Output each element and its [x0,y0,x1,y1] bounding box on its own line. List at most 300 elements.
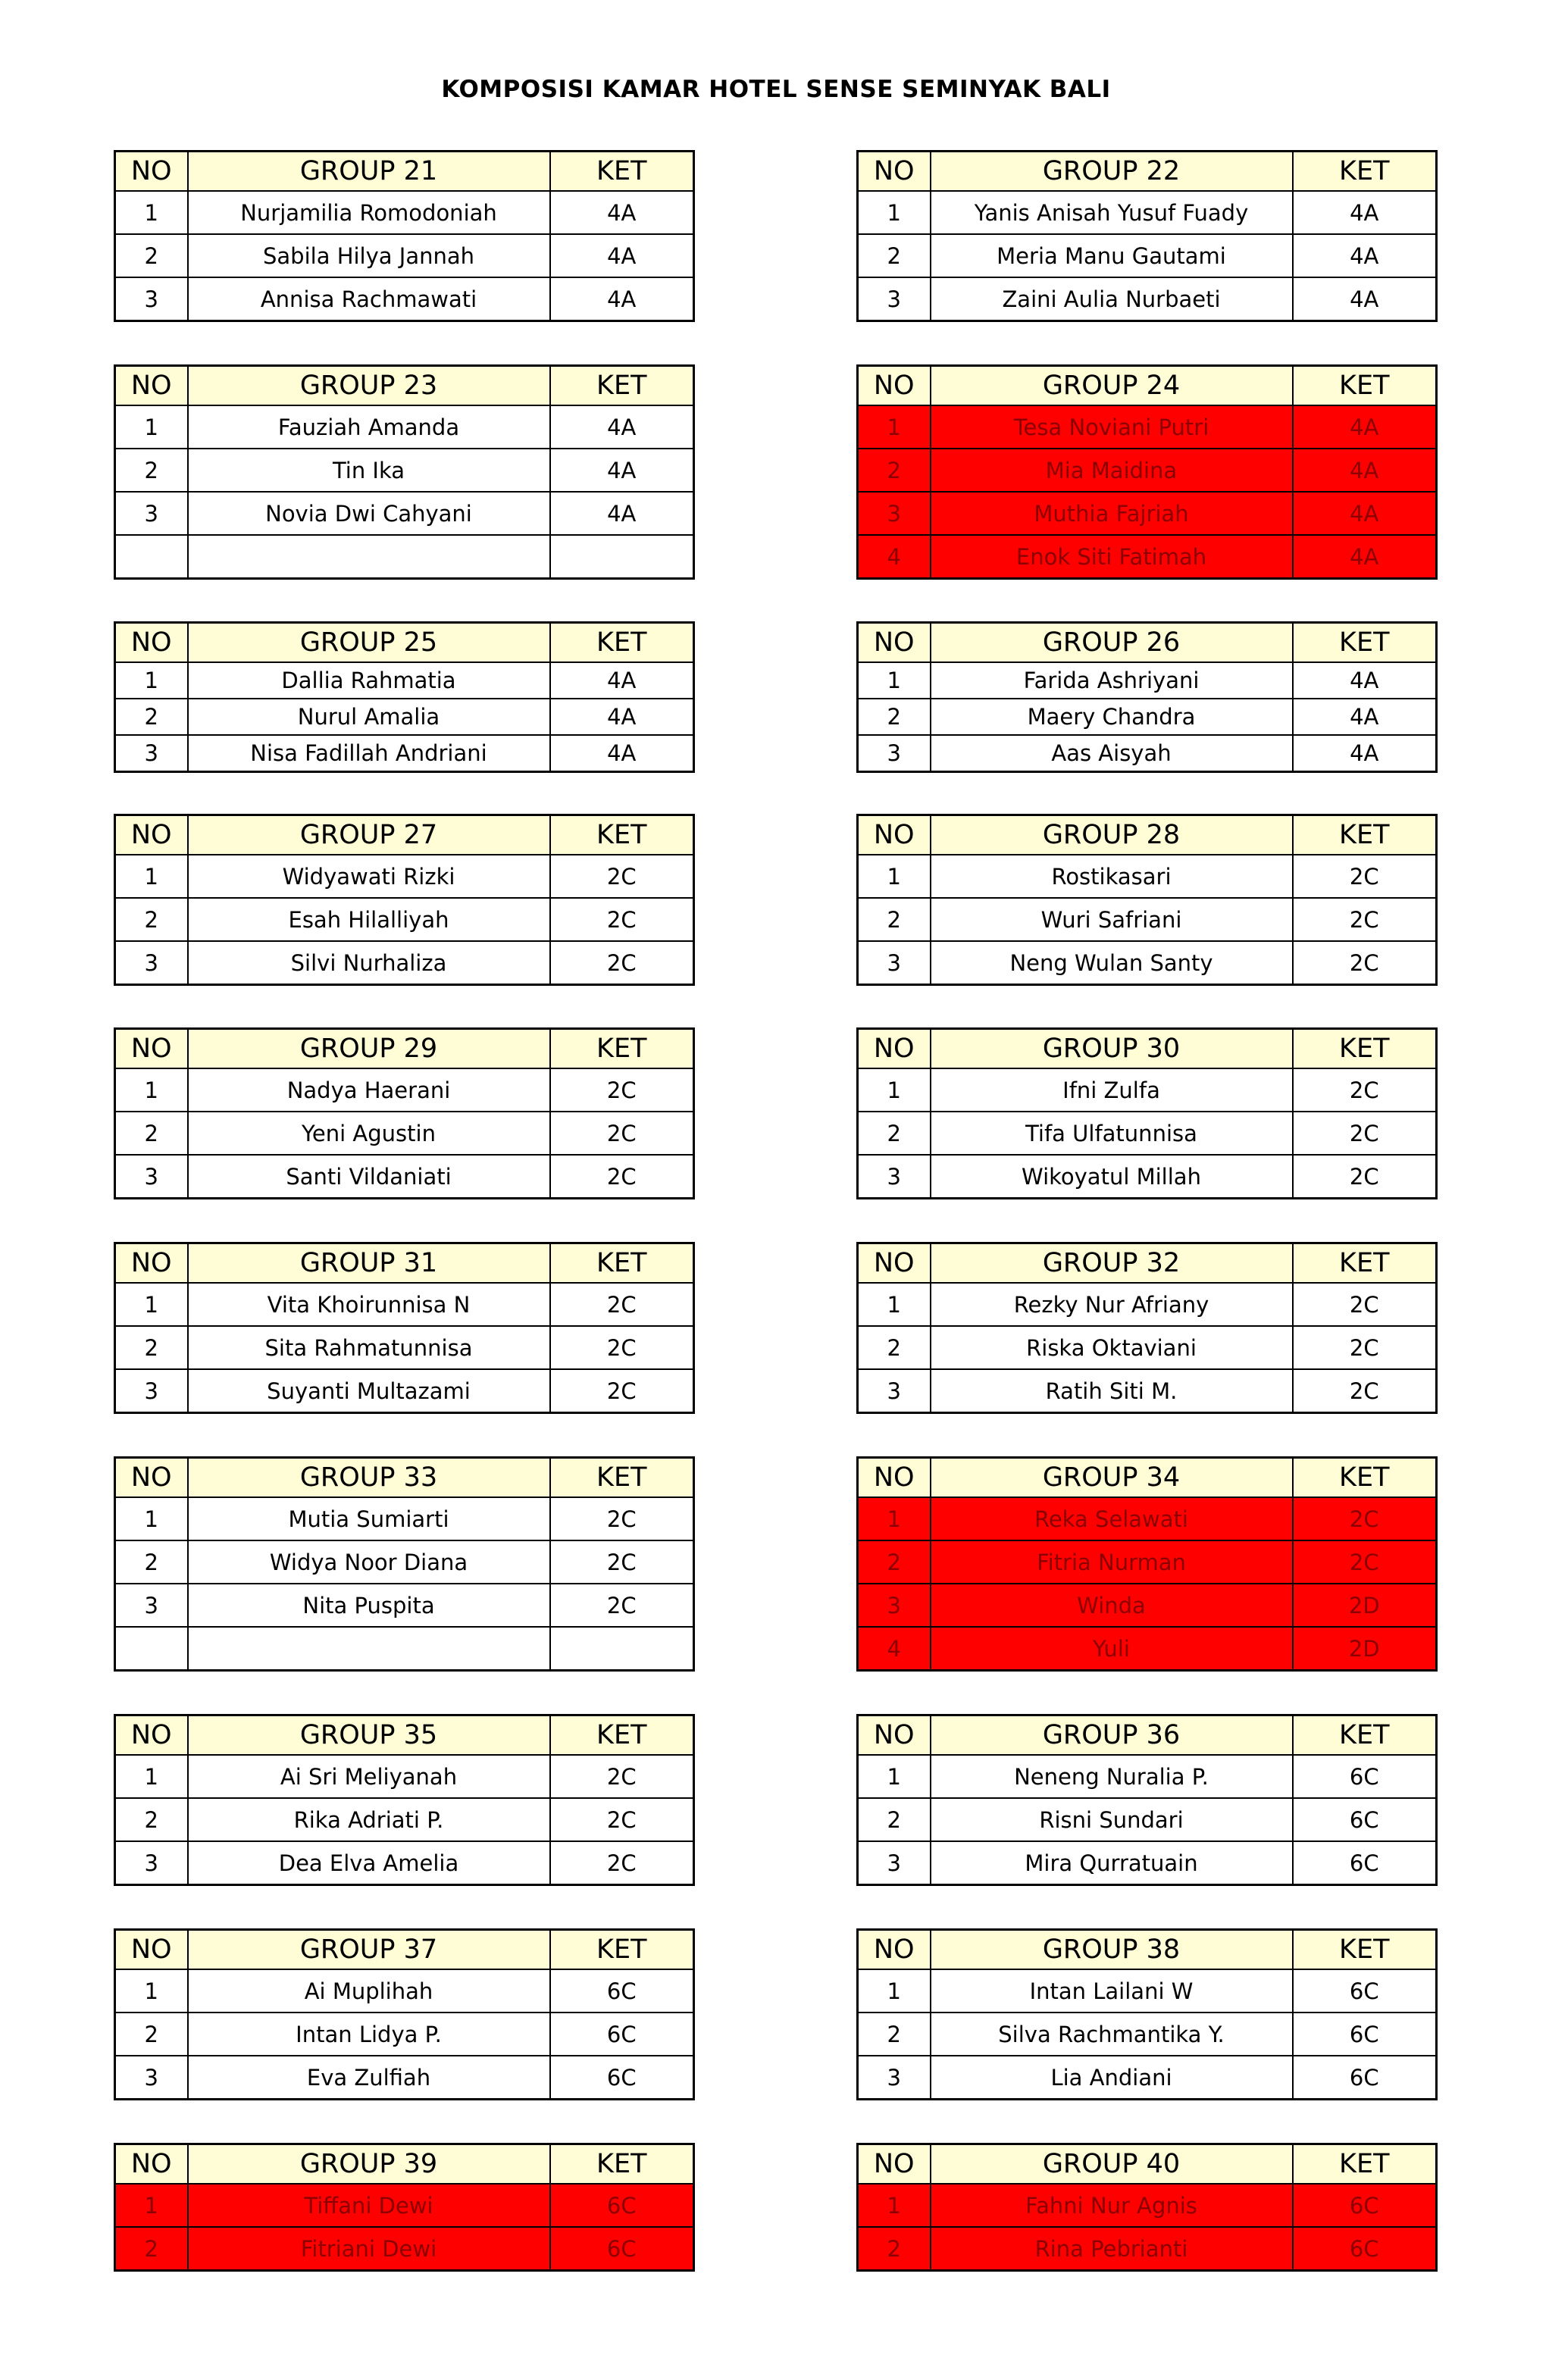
cell-name: Sabila Hilya Jannah [188,234,550,277]
table-row [115,2013,694,2056]
table-row [858,191,1437,234]
table-row [115,735,694,772]
header-ket: KET [550,815,694,855]
cell-ket: 4A [550,405,694,449]
cell-name: Neng Wulan Santy [931,941,1293,985]
table-header-row [858,366,1437,406]
cell-ket: 4A [1293,449,1437,492]
header-group-name: GROUP 31 [188,1243,550,1284]
header-no: NO [858,152,931,192]
cell-ket: 2C [550,1841,694,1885]
cell-name: Intan Lidya P. [188,2013,550,2056]
cell-name: Tifa Ulfatunnisa [931,1112,1293,1155]
cell-ket: 6C [550,2056,694,2100]
cell-name: Wikoyatul Millah [931,1155,1293,1199]
header-group-name: GROUP 32 [931,1243,1293,1284]
table-header-row [115,1243,694,1284]
group-table [114,1456,695,1672]
cell-ket: 4A [550,449,694,492]
cell-no: 2 [115,1540,188,1584]
cell-no [115,1627,188,1671]
cell-ket: 4A [1293,735,1437,772]
header-no: NO [858,2144,931,2185]
header-no: NO [115,1715,188,1756]
cell-name: Ai Sri Meliyanah [188,1755,550,1798]
cell-name: Rezky Nur Afriany [931,1283,1293,1326]
cell-no: 3 [858,1369,931,1413]
cell-no: 3 [858,277,931,321]
cell-name: Wuri Safriani [931,898,1293,941]
header-group-name: GROUP 25 [188,623,550,663]
cell-ket: 4A [1293,191,1437,234]
group-table [114,1242,695,1414]
header-group-name: GROUP 33 [188,1458,550,1498]
header-group-name: GROUP 23 [188,366,550,406]
cell-no: 2 [115,449,188,492]
cell-no: 1 [858,1969,931,2013]
cell-no: 1 [858,2184,931,2227]
cell-ket: 6C [550,1969,694,2013]
cell-no: 3 [858,1841,931,1885]
group-table [856,621,1438,773]
header-group-name: GROUP 40 [931,2144,1293,2185]
cell-ket: 2C [550,1755,694,1798]
table-header-row [858,2144,1437,2185]
cell-name: Yanis Anisah Yusuf Fuady [931,191,1293,234]
cell-no: 2 [858,234,931,277]
cell-no: 1 [858,1068,931,1112]
cell-ket: 6C [1293,2184,1437,2227]
group-table [114,364,695,580]
table-row [858,1969,1437,2013]
header-ket: KET [1293,2144,1437,2185]
cell-no: 1 [115,1497,188,1540]
cell-ket: 2C [1293,1369,1437,1413]
cell-name: Winda [931,1584,1293,1627]
cell-no: 3 [858,2056,931,2100]
cell-no: 1 [115,1755,188,1798]
cell-no: 3 [858,492,931,535]
header-ket: KET [550,1930,694,1970]
cell-no: 3 [858,1155,931,1199]
header-no: NO [858,1243,931,1284]
header-ket: KET [1293,815,1437,855]
cell-name: Yeni Agustin [188,1112,550,1155]
table-row [115,1540,694,1584]
cell-no: 2 [858,1798,931,1841]
header-no: NO [858,1029,931,1069]
header-group-name: GROUP 36 [931,1715,1293,1756]
cell-ket: 2C [550,1540,694,1584]
table-header-row [115,623,694,663]
cell-ket: 6C [550,2013,694,2056]
header-group-name: GROUP 34 [931,1458,1293,1498]
cell-name: Mira Qurratuain [931,1841,1293,1885]
table-row [858,1627,1437,1671]
table-header-row [858,1243,1437,1284]
cell-no: 3 [115,2056,188,2100]
table-row [115,234,694,277]
cell-name: Ratih Siti M. [931,1369,1293,1413]
cell-no: 3 [115,1584,188,1627]
table-row [858,535,1437,579]
table-row [115,2227,694,2271]
cell-ket: 2C [550,1584,694,1627]
cell-no: 2 [858,898,931,941]
cell-name: Widyawati Rizki [188,855,550,898]
cell-no: 1 [115,191,188,234]
group-table [856,364,1438,580]
cell-ket: 2C [1293,1112,1437,1155]
cell-ket: 6C [1293,2056,1437,2100]
cell-no: 1 [858,1497,931,1540]
table-row [858,2013,1437,2056]
cell-no: 4 [858,1627,931,1671]
cell-no: 2 [858,449,931,492]
cell-ket: 2C [550,1068,694,1112]
cell-name: Dea Elva Amelia [188,1841,550,1885]
table-header-row [858,1029,1437,1069]
cell-name: Lia Andiani [931,2056,1293,2100]
header-no: NO [115,1458,188,1498]
cell-name: Mutia Sumiarti [188,1497,550,1540]
cell-ket [550,535,694,579]
header-ket: KET [550,1243,694,1284]
table-row [115,1497,694,1540]
table-row [115,898,694,941]
table-row [858,277,1437,321]
table-row [115,2184,694,2227]
group-table [856,1456,1438,1672]
cell-no [115,535,188,579]
cell-name: Nita Puspita [188,1584,550,1627]
group-table [856,2143,1438,2272]
cell-no: 3 [115,1841,188,1885]
table-header-row [115,1029,694,1069]
cell-no: 2 [115,699,188,735]
table-row [858,662,1437,699]
cell-no: 2 [858,1326,931,1369]
cell-ket: 4A [550,699,694,735]
cell-ket: 2C [550,855,694,898]
cell-name: Novia Dwi Cahyani [188,492,550,535]
cell-no: 2 [858,1540,931,1584]
table-row [858,1798,1437,1841]
table-row [115,941,694,985]
cell-no: 1 [115,2184,188,2227]
cell-name: Ifni Zulfa [931,1068,1293,1112]
table-header-row [115,815,694,855]
table-header-row [115,366,694,406]
cell-name: Silvi Nurhaliza [188,941,550,985]
header-no: NO [115,366,188,406]
cell-name: Maery Chandra [931,699,1293,735]
table-row [115,1798,694,1841]
table-row [115,1068,694,1112]
cell-name: Nurul Amalia [188,699,550,735]
table-header-row [115,2144,694,2185]
cell-name: Muthia Fajriah [931,492,1293,535]
table-row [115,1283,694,1326]
cell-no: 1 [115,1283,188,1326]
table-row [858,1326,1437,1369]
cell-ket: 6C [1293,1841,1437,1885]
header-group-name: GROUP 30 [931,1029,1293,1069]
group-table [114,1714,695,1886]
table-header-row [858,623,1437,663]
cell-ket: 4A [550,277,694,321]
cell-ket: 6C [550,2227,694,2271]
cell-ket: 4A [550,492,694,535]
cell-no: 1 [858,191,931,234]
table-row [115,405,694,449]
header-no: NO [115,152,188,192]
cell-ket: 2D [1293,1627,1437,1671]
cell-name [188,1627,550,1671]
cell-name: Esah Hilalliyah [188,898,550,941]
header-ket: KET [1293,1930,1437,1970]
header-no: NO [115,1930,188,1970]
table-row [858,1283,1437,1326]
cell-no: 1 [858,405,931,449]
header-no: NO [858,623,931,663]
cell-ket: 6C [1293,1969,1437,2013]
group-table [856,1714,1438,1886]
cell-ket: 4A [1293,535,1437,579]
cell-name: Aas Aisyah [931,735,1293,772]
group-table [114,150,695,322]
table-row [115,1326,694,1369]
cell-name: Fauziah Amanda [188,405,550,449]
header-group-name: GROUP 27 [188,815,550,855]
header-no: NO [115,623,188,663]
cell-no: 3 [858,1584,931,1627]
header-no: NO [115,2144,188,2185]
cell-no: 2 [115,1798,188,1841]
cell-no: 1 [115,405,188,449]
cell-name: Reka Selawati [931,1497,1293,1540]
header-group-name: GROUP 22 [931,152,1293,192]
table-row [858,1841,1437,1885]
header-group-name: GROUP 26 [931,623,1293,663]
cell-no: 1 [115,1969,188,2013]
cell-no: 3 [115,1369,188,1413]
group-table [114,1027,695,1199]
header-group-name: GROUP 28 [931,815,1293,855]
header-no: NO [115,815,188,855]
table-row [115,1627,694,1671]
table-row [115,1755,694,1798]
cell-ket: 4A [1293,492,1437,535]
cell-no: 2 [858,699,931,735]
group-table [114,814,695,986]
table-header-row [858,152,1437,192]
group-table [856,150,1438,322]
cell-ket: 4A [1293,662,1437,699]
cell-name: Rostikasari [931,855,1293,898]
cell-ket: 2C [550,941,694,985]
table-row [858,1068,1437,1112]
cell-no: 3 [115,1155,188,1199]
table-row [858,449,1437,492]
cell-ket: 2C [550,1155,694,1199]
table-header-row [858,1458,1437,1498]
cell-name: Yuli [931,1627,1293,1671]
cell-ket: 2C [1293,1497,1437,1540]
cell-ket: 2C [1293,1283,1437,1326]
table-row [858,492,1437,535]
header-group-name: GROUP 38 [931,1930,1293,1970]
header-ket: KET [550,623,694,663]
cell-name: Neneng Nuralia P. [931,1755,1293,1798]
cell-ket: 4A [550,191,694,234]
table-row [858,2227,1437,2271]
cell-name: Tiffani Dewi [188,2184,550,2227]
cell-ket: 6C [1293,2013,1437,2056]
cell-no: 2 [115,1112,188,1155]
header-group-name: GROUP 21 [188,152,550,192]
header-ket: KET [1293,623,1437,663]
table-row [115,1584,694,1627]
cell-no: 2 [115,1326,188,1369]
header-no: NO [858,1715,931,1756]
cell-no: 2 [115,234,188,277]
table-row [115,1969,694,2013]
cell-name: Riska Oktaviani [931,1326,1293,1369]
cell-name: Annisa Rachmawati [188,277,550,321]
cell-name: Silva Rachmantika Y. [931,2013,1293,2056]
table-row [115,492,694,535]
cell-ket: 2C [1293,1540,1437,1584]
table-row [115,699,694,735]
table-header-row [858,815,1437,855]
header-ket: KET [1293,1029,1437,1069]
cell-name: Suyanti Multazami [188,1369,550,1413]
header-group-name: GROUP 24 [931,366,1293,406]
header-group-name: GROUP 35 [188,1715,550,1756]
cell-ket: 2C [550,1369,694,1413]
cell-name: Enok Siti Fatimah [931,535,1293,579]
table-header-row [858,1715,1437,1756]
header-ket: KET [1293,366,1437,406]
table-header-row [858,1930,1437,1970]
header-ket: KET [550,1458,694,1498]
table-row [115,1369,694,1413]
table-row [115,1841,694,1885]
cell-ket: 4A [550,234,694,277]
header-ket: KET [550,2144,694,2185]
cell-ket: 4A [550,662,694,699]
cell-ket: 6C [1293,2227,1437,2271]
cell-name: Risni Sundari [931,1798,1293,1841]
cell-ket: 6C [1293,1755,1437,1798]
cell-ket: 4A [1293,277,1437,321]
cell-no: 1 [858,662,931,699]
cell-ket [550,1627,694,1671]
cell-name: Ai Muplihah [188,1969,550,2013]
table-row [858,941,1437,985]
cell-no: 3 [858,941,931,985]
header-ket: KET [550,1029,694,1069]
table-row [115,277,694,321]
cell-name: Tesa Noviani Putri [931,405,1293,449]
table-row [858,1369,1437,1413]
cell-no: 2 [115,2227,188,2271]
cell-ket: 6C [1293,1798,1437,1841]
group-table [856,1928,1438,2100]
cell-name: Fitriani Dewi [188,2227,550,2271]
header-ket: KET [1293,1715,1437,1756]
cell-ket: 2C [1293,855,1437,898]
table-row [115,2056,694,2100]
table-row [115,1112,694,1155]
table-row [858,1155,1437,1199]
table-row [858,855,1437,898]
cell-name: Vita Khoirunnisa N [188,1283,550,1326]
table-row [858,2184,1437,2227]
table-row [858,1497,1437,1540]
cell-name: Nurjamilia Romodoniah [188,191,550,234]
table-row [115,191,694,234]
cell-name: Eva Zulfiah [188,2056,550,2100]
cell-no: 1 [115,855,188,898]
cell-name: Fitria Nurman [931,1540,1293,1584]
cell-name: Mia Maidina [931,449,1293,492]
cell-ket: 2D [1293,1584,1437,1627]
table-row [858,405,1437,449]
cell-no: 1 [858,855,931,898]
header-group-name: GROUP 37 [188,1930,550,1970]
header-ket: KET [1293,1243,1437,1284]
cell-no: 2 [858,2227,931,2271]
header-ket: KET [1293,1458,1437,1498]
header-no: NO [115,1029,188,1069]
cell-name [188,535,550,579]
table-header-row [115,1715,694,1756]
header-no: NO [858,815,931,855]
table-row [115,1155,694,1199]
header-no: NO [858,1458,931,1498]
group-table [856,1027,1438,1199]
cell-no: 2 [858,1112,931,1155]
table-header-row [115,1930,694,1970]
cell-ket: 2C [550,898,694,941]
cell-ket: 2C [550,1497,694,1540]
cell-name: Widya Noor Diana [188,1540,550,1584]
cell-name: Intan Lailani W [931,1969,1293,2013]
cell-ket: 2C [550,1112,694,1155]
page-title: KOMPOSISI KAMAR HOTEL SENSE SEMINYAK BALI [441,76,1111,103]
cell-name: Rina Pebrianti [931,2227,1293,2271]
cell-name: Nisa Fadillah Andriani [188,735,550,772]
cell-name: Zaini Aulia Nurbaeti [931,277,1293,321]
cell-ket: 4A [1293,405,1437,449]
header-ket: KET [550,1715,694,1756]
cell-ket: 2C [550,1798,694,1841]
table-row [115,535,694,579]
table-row [115,662,694,699]
cell-ket: 6C [550,2184,694,2227]
table-row [115,855,694,898]
cell-name: Farida Ashriyani [931,662,1293,699]
header-ket: KET [550,366,694,406]
header-group-name: GROUP 39 [188,2144,550,2185]
cell-no: 3 [115,735,188,772]
cell-no: 1 [115,662,188,699]
cell-ket: 2C [1293,1068,1437,1112]
cell-no: 3 [858,735,931,772]
cell-name: Fahni Nur Agnis [931,2184,1293,2227]
